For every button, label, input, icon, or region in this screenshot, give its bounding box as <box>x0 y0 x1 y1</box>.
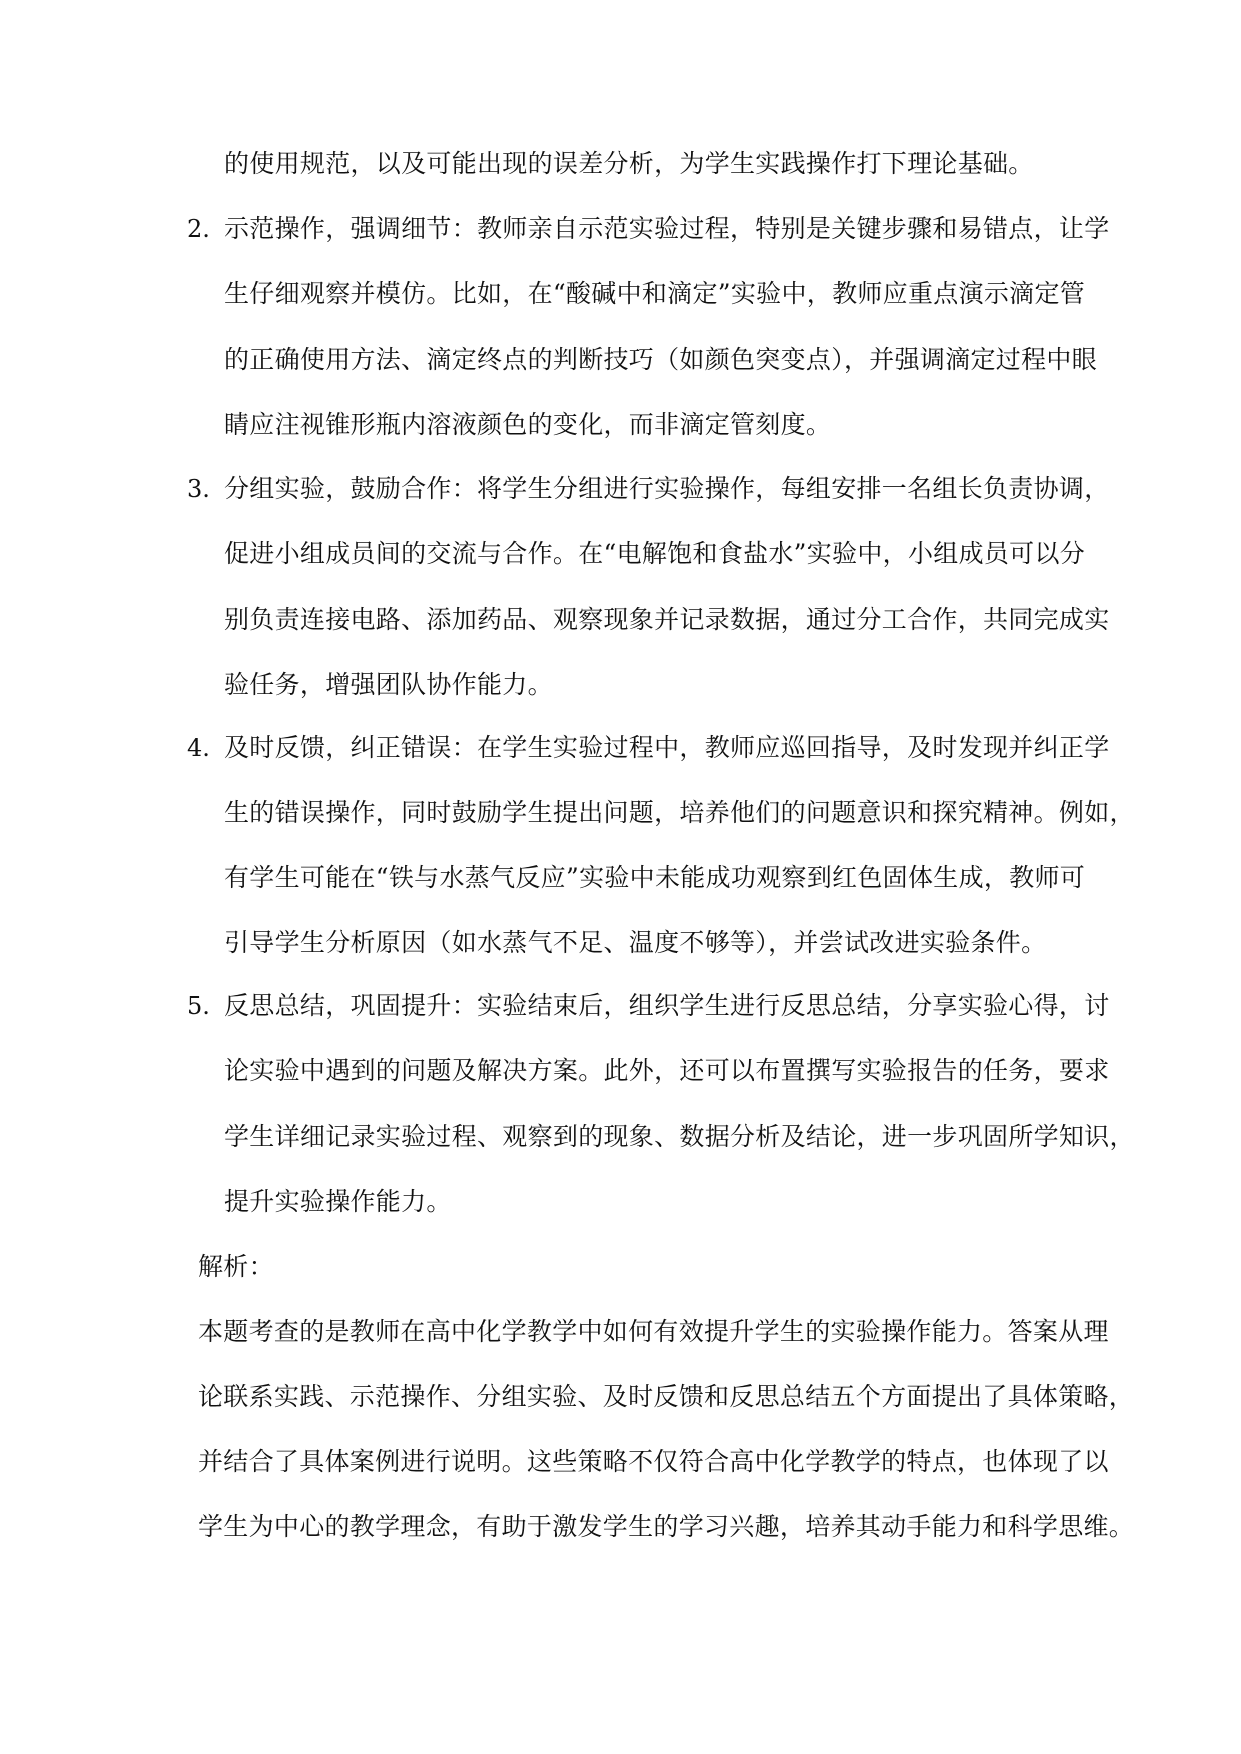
list-item-continuation: 的使用规范，以及可能出现的误差分析，为学生实践操作打下理论基础。 <box>224 149 1034 178</box>
list-item-line: 验任务，增强团队协作能力。 <box>224 670 553 699</box>
list-item-line: 论实验中遇到的问题及解决方案。此外，还可以布置撰写实验报告的任务，要求 <box>224 1056 1110 1085</box>
list-item-line: 促进小组成员间的交流与合作。在“电解饱和食盐水”实验中，小组成员可以分 <box>224 539 1086 568</box>
list-item-number: 3. <box>187 475 210 503</box>
list-item-line: 提升实验操作能力。 <box>224 1187 452 1216</box>
analysis-line: 学生为中心的教学理念，有助于激发学生的学习兴趣，培养其动手能力和科学思维。 <box>198 1512 1135 1541</box>
analysis-line: 并结合了具体案例进行说明。这些策略不仅符合高中化学教学的特点，也体现了以 <box>198 1447 1109 1476</box>
list-item-line: 睛应注视锥形瓶内溶液颜色的变化，而非滴定管刻度。 <box>224 410 832 439</box>
analysis-line: 论联系实践、示范操作、分组实验、及时反馈和反思总结五个方面提出了具体策略， <box>198 1382 1135 1411</box>
list-item-line: 的正确使用方法、滴定终点的判断技巧（如颜色突变点），并强调滴定过程中眼 <box>224 345 1098 374</box>
analysis-line: 本题考查的是教师在高中化学教学中如何有效提升学生的实验操作能力。答案从理 <box>198 1317 1109 1346</box>
list-item-line: 别负责连接电路、添加药品、观察现象并记录数据，通过分工合作，共同完成实 <box>224 605 1110 634</box>
list-item-line: 反思总结，巩固提升：实验结束后，组织学生进行反思总结，分享实验心得，讨 <box>224 991 1110 1020</box>
list-item-number: 5. <box>187 992 210 1020</box>
list-item-line: 学生详细记录实验过程、观察到的现象、数据分析及结论，进一步巩固所学知识， <box>224 1122 1135 1151</box>
list-item-line: 引导学生分析原因（如水蒸气不足、温度不够等），并尝试改进实验条件。 <box>224 928 1047 957</box>
list-item-number: 4. <box>187 734 210 762</box>
analysis-heading: 解析： <box>198 1252 274 1281</box>
list-item-line: 生的错误操作，同时鼓励学生提出问题，培养他们的问题意识和探究精神。例如， <box>224 798 1135 827</box>
list-item-line: 及时反馈，纠正错误：在学生实验过程中，教师应巡回指导，及时发现并纠正学 <box>224 733 1110 762</box>
list-item-line: 生仔细观察并模仿。比如，在“酸碱中和滴定”实验中，教师应重点演示滴定管 <box>224 279 1086 308</box>
list-item-line: 有学生可能在“铁与水蒸气反应”实验中未能成功观察到红色固体生成，教师可 <box>224 863 1086 892</box>
list-item-line: 示范操作，强调细节：教师亲自示范实验过程，特别是关键步骤和易错点，让学 <box>224 214 1110 243</box>
list-item-number: 2. <box>187 215 210 243</box>
list-item-line: 分组实验，鼓励合作：将学生分组进行实验操作，每组安排一名组长负责协调， <box>224 474 1110 503</box>
